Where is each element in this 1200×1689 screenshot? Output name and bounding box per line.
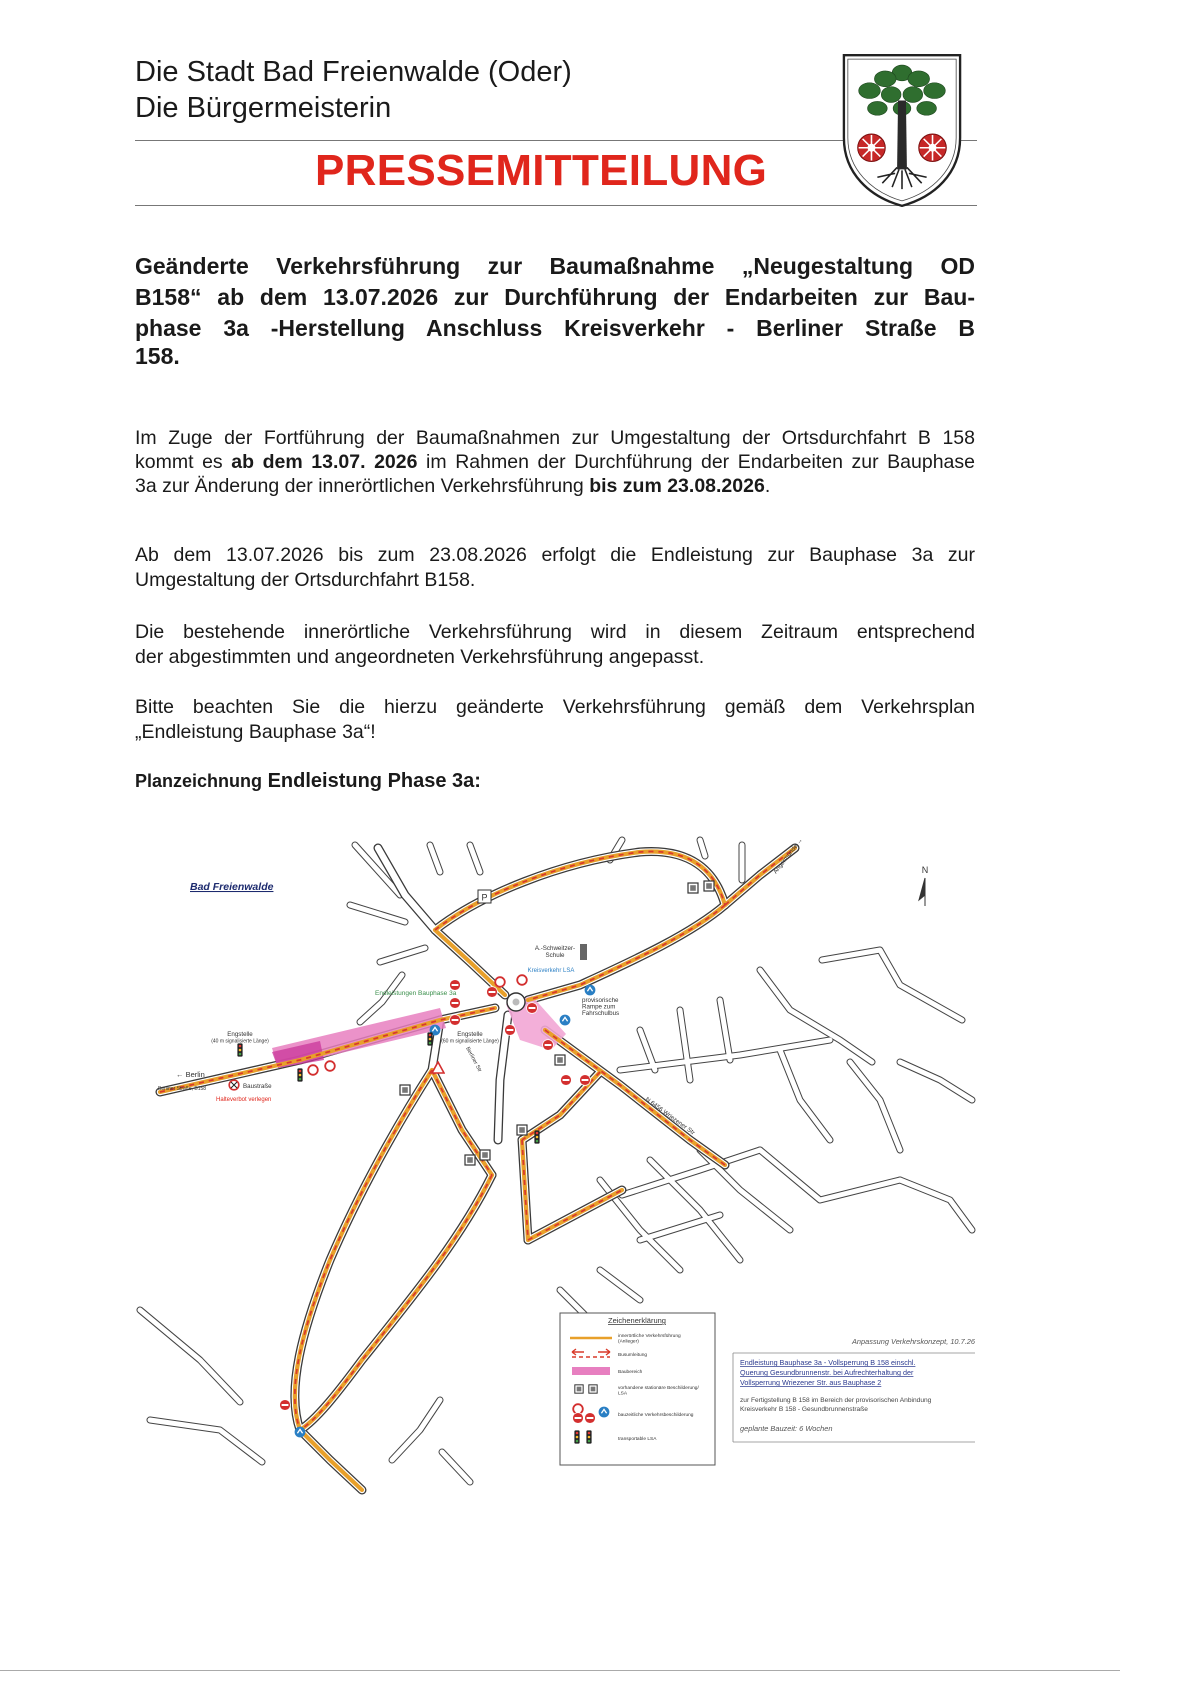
legend-static-sign-icon (575, 1385, 583, 1393)
legend-temp-sign-icon (599, 1407, 610, 1418)
paragraph-2-line-2: Umgestaltung der Ortsdurchfahrt B158. (135, 569, 476, 591)
roundabout-island (513, 999, 520, 1006)
plan-revision-label: Anpassung Verkehrskonzept, 10.7.26 (852, 1337, 975, 1346)
stationary-sign (400, 1085, 410, 1095)
berlin-direction-label: ← Berlin (176, 1070, 205, 1079)
legend-title: Zeichenerklärung (608, 1316, 666, 1325)
info-duration: geplante Bauzeit: 6 Wochen (740, 1424, 833, 1433)
legend-temp-label: bauzeitliche Verkehrsbeschilderung (618, 1413, 694, 1418)
school-building (580, 944, 587, 960)
headline-line-4: 158. (135, 343, 180, 369)
scan-edge-rule (0, 1670, 1120, 1671)
crest-tree-trunk (897, 100, 907, 169)
mandatory-direction-sign (295, 1427, 306, 1438)
legend-temp-sign-icon (585, 1413, 596, 1424)
crest-wheel-right (919, 134, 947, 162)
mandatory-direction-sign (585, 985, 596, 996)
north-label: N (921, 865, 929, 875)
paragraph-1-line-3 (135, 474, 975, 498)
no-entry-sign (580, 1075, 591, 1086)
no-entry-sign (543, 1040, 554, 1051)
legend-lsa-label: transportable LSA (618, 1437, 657, 1442)
narrow-section-a-label: Engstelle (40 m signalisierte Länge) (211, 1031, 269, 1045)
info-phase-line-1: Endleistung Bauphase 3a - Vollsperrung B 158 einschl. (740, 1358, 916, 1367)
north-arrow-icon (919, 878, 925, 906)
no-entry-sign (450, 980, 461, 991)
stationary-sign (465, 1155, 475, 1165)
stationary-sign (480, 1150, 490, 1160)
paragraph-3-line-1: Die bestehende innerörtliche Verkehrsführung wird in diesem Zeitraum entsprechend (135, 621, 975, 643)
p1-end-date: bis zum 23.08.2026 (589, 475, 765, 497)
prohibition-sign (325, 1061, 335, 1071)
paragraph-1-line-1: Im Zuge der Fortführung der Baumaßnahmen zur Umgestaltung der Ortsdurchfahrt B 158 (135, 427, 975, 449)
prohibition-sign (495, 977, 505, 987)
info-phase-line-3: Vollsperrung Wriezener Str. aus Bauphase 2 (740, 1378, 882, 1387)
legend-lsa-icon (586, 1430, 591, 1443)
traffic-light-icon (237, 1043, 242, 1056)
plan-heading-title: Endleistung Phase 3a: (262, 770, 481, 792)
ramp-label: provisorische Rampe zum Fahrschulbus (582, 997, 620, 1017)
no-entry-sign (487, 987, 498, 998)
plan-info-block (733, 1337, 976, 1442)
road-closed-sign (229, 1080, 239, 1090)
legend-static-label: vorhandene stationäre Beschilderung/ LSA (618, 1386, 699, 1397)
town-label: Bad Freienwalde (190, 881, 274, 893)
no-entry-sign (505, 1025, 516, 1036)
stationary-sign (555, 1055, 565, 1065)
info-phase-line-2: Querung Gesundbrunnenstr. bei Aufrechterhaltung der (740, 1368, 914, 1377)
parking-ban-label: Halteverbot verlegen (216, 1097, 272, 1103)
parking-label: P (481, 892, 488, 903)
plan-heading-prefix: Planzeichnung (135, 771, 263, 791)
plan-heading (135, 769, 975, 793)
roundabout-label: Kreisverkehr LSA (527, 968, 575, 974)
prohibition-sign (517, 975, 527, 985)
school-label-line-2: Schule (545, 952, 565, 959)
north-arrow (919, 865, 928, 906)
p1-text: . (764, 475, 771, 497)
traffic-light-icon (297, 1068, 302, 1081)
headline-line-2: B158“ ab dem 13.07.2026 zur Durchführung der Endarbeiten zur Bau- (135, 284, 975, 310)
wriezener-street-label: N 6456 Wriezener Str (643, 1095, 696, 1137)
office-name: Die Bürgermeisterin (135, 92, 392, 124)
no-entry-sign (450, 998, 461, 1009)
p1-text: kommt es (135, 451, 232, 473)
narrow-section-b-label: Engstelle (60 m signalisierte Länge) (441, 1031, 499, 1045)
traffic-light-icon (534, 1130, 539, 1143)
legend-route-label: innerörtliche Verkehrsführung (Anlieger) (618, 1334, 681, 1345)
press-release-label: PRESSEMITTEILUNG (315, 146, 768, 195)
city-name: Die Stadt Bad Freienwalde (Oder) (135, 56, 572, 88)
berliner-street-label: Berliner Str (464, 1046, 483, 1074)
paragraph-1-line-2 (135, 450, 975, 474)
p1-text: 3a zur Änderung der innerörtlichen Verkehrsführung (135, 475, 590, 497)
info-purpose-line-2: Kreisverkehr B 158 - Gesundbrunnenstraße (740, 1406, 868, 1413)
paragraph-4-line-2: „Endleistung Bauphase 3a“! (135, 721, 376, 743)
phase-area-label: Endleistungen Bauphase 3a (375, 990, 457, 997)
headline-line-3: phase 3a -Herstellung Anschluss Kreisverkehr - Berliner Straße B (135, 315, 975, 341)
stationary-sign (704, 881, 714, 891)
map-legend (560, 1313, 715, 1465)
school-label (535, 945, 575, 959)
p1-text: im Rahmen der Durchführung der Endarbeiten zur Bauphase (417, 451, 975, 473)
legend-bus-label: Busumleitung (618, 1353, 648, 1358)
headline-line-1: Geänderte Verkehrsführung zur Baumaßnahme „Neugestaltung OD (135, 253, 975, 279)
legend-static-sign-icon (589, 1385, 597, 1393)
no-entry-sign (561, 1075, 572, 1086)
legend-lsa-icon (574, 1430, 579, 1443)
stationary-sign (688, 883, 698, 893)
traffic-light-icon (427, 1032, 432, 1045)
no-entry-sign (527, 1003, 538, 1014)
traffic-plan-map (0, 830, 1200, 1500)
city-crest (838, 50, 966, 212)
school-label-line-1: A.-Schweitzer- (534, 945, 576, 952)
paragraph-3-line-2: der abgestimmten und angeordneten Verkehrsführung angepasst. (135, 646, 705, 668)
paragraph-4-line-1: Bitte beachten Sie die hierzu geänderte Verkehrsführung gemäß dem Verkehrsplan (135, 696, 975, 718)
stationary-sign (517, 1125, 527, 1135)
crest-wheel-left (858, 134, 886, 162)
prohibition-sign (308, 1065, 318, 1075)
paragraph-2-line-1: Ab dem 13.07.2026 bis zum 23.08.2026 erfolgt die Endleistung zur Bauphase 3a zur (135, 544, 975, 566)
no-entry-sign (280, 1400, 291, 1411)
legend-temp-sign-icon (573, 1413, 584, 1424)
info-purpose-line-1: zur Fertigstellung B 158 im Bereich der provisorischen Anbindung (740, 1397, 932, 1404)
p1-start-date: ab dem 13.07. 2026 (231, 451, 418, 473)
berliner-b158-label: Berliner Straße, B158 (158, 1086, 207, 1092)
angermuende-direction-label: Angermünde → (772, 836, 805, 876)
no-entry-sign (450, 1015, 461, 1026)
site-road-label: Baustraße (243, 1083, 272, 1090)
mandatory-direction-sign (560, 1015, 571, 1026)
legend-zone-label: Baubereich (618, 1370, 643, 1375)
legend-zone-swatch (572, 1367, 610, 1375)
